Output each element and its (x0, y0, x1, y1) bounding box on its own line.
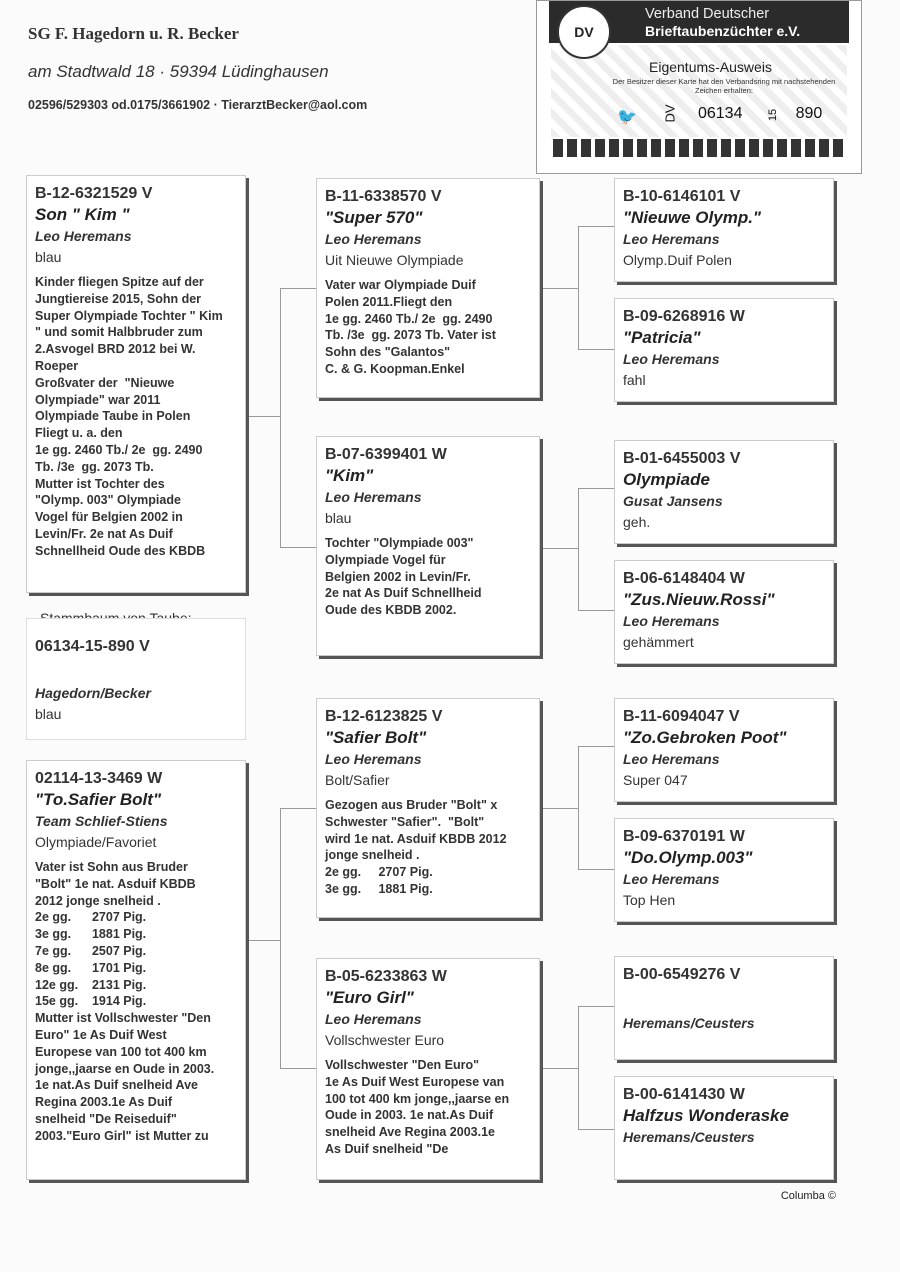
pigeon-color: geh. (623, 514, 651, 530)
ring-number: B-12-6123825 V (325, 708, 443, 725)
pigeon-name: "Kim" (325, 466, 374, 485)
pigeon-name: "Super 570" (325, 208, 423, 227)
breeder: Gusat Jansens (623, 493, 723, 509)
card-title: Eigentums-Ausweis (649, 59, 772, 75)
connector-line (578, 1006, 614, 1007)
connector-line (280, 288, 316, 289)
grandfather-maternal-box (316, 698, 540, 918)
connector-line (578, 226, 614, 227)
pigeon-name (623, 985, 825, 1007)
connector-line (280, 808, 281, 1068)
connector-line (280, 1068, 316, 1069)
breeder: Leo Heremans (35, 228, 132, 244)
grandfather-paternal-box (316, 178, 540, 398)
connector-line (280, 808, 316, 809)
breeder: Leo Heremans (623, 871, 720, 887)
pigeon-notes: Vater ist Sohn aus Bruder "Bolt" 1e nat. Asduif KBDB 2012 jonge snelheid . 2e gg. 2707 Pig. 3e gg. 1881 Pig. 7e gg. 2507 Pig. 8e gg. 1701 Pig. 12e gg. 2131 Pig. 15e gg. 1914 Pig. Mutter ist Vollschwester "Den Euro" 1e As Duif West Europese van 100 tot 400 km jonge,,jaarse en Oude in 2003. 1e nat.As Duif snelheid Ave Regina 2003.1e As Duif snelheid "De Reiseduif" 2003."Euro Girl" ist Mutter zu (35, 860, 215, 1143)
dv-logo-icon: DV (557, 5, 611, 59)
pigeon-color: gehämmert (623, 634, 694, 650)
pigeon-notes: Tochter "Olympiade 003" Olympiade Vogel für Belgien 2002 in Levin/Fr. 2e nat As Duif Schnellheid Oude des KBDB 2002. (325, 536, 482, 618)
breeder: Heremans/Ceusters (623, 1129, 755, 1145)
card-ring-year: 15 (767, 108, 780, 122)
ring-number: B-07-6399401 W (325, 446, 447, 463)
ring-number: B-11-6094047 V (623, 708, 740, 725)
ring-number: 02114-13-3469 W (35, 770, 163, 787)
ring-number: B-10-6146101 V (623, 188, 741, 205)
ring-number: B-00-6549276 V (623, 966, 741, 983)
breeder-contact: 02596/529303 od.0175/3661902 · TierarztBecker@aol.com (28, 98, 368, 112)
breeder: Leo Heremans (325, 489, 422, 505)
ownership-card (536, 0, 862, 174)
connector-line (280, 288, 281, 548)
pigeon-name: "Do.Olymp.003" (623, 848, 753, 867)
pigeon-notes: Gezogen aus Bruder "Bolt" x Schwester "Safier". "Bolt" wird 1e nat. Asduif KBDB 2012 jonge snelheid . 2e gg. 2707 Pig. 3e gg. 1881 Pig. (325, 798, 507, 896)
pigeon-name: "Zus.Nieuw.Rossi" (623, 590, 775, 609)
mother-box (26, 760, 246, 1180)
connector-line (578, 1006, 579, 1130)
card-ring-id (615, 105, 842, 123)
pigeon-color: blau (325, 510, 352, 526)
ring-number: B-09-6370191 W (623, 828, 745, 845)
breeder: Leo Heremans (623, 351, 720, 367)
ring-number: B-00-6141430 W (623, 1086, 745, 1103)
pigeon-notes: Vater war Olympiade Duif Polen 2011.Fliegt den 1e gg. 2460 Tb./ 2e gg. 2490 Tb. /3e gg. 2073 Tb. Vater ist Sohn des "Galantos" C. & G. Koopman.Enkel (325, 278, 496, 376)
subject-box (26, 618, 246, 740)
pigeon-name: Halfzus Wonderaske (623, 1106, 789, 1125)
connector-line (578, 488, 579, 610)
breeder: Team Schlief-Stiens (35, 813, 168, 829)
great-grandparent-box (614, 956, 834, 1060)
great-grandparent-box (614, 178, 834, 282)
pigeon-name: "To.Safier Bolt" (35, 790, 161, 809)
pigeon-name: "Zo.Gebroken Poot" (623, 728, 787, 747)
connector-line (578, 746, 579, 870)
grandmother-paternal-box (316, 436, 540, 656)
connector-line (578, 1129, 614, 1130)
connector-line (540, 548, 578, 549)
pigeon-color: Vollschwester Euro (325, 1032, 445, 1048)
pigeon-icon: 🐦 (617, 109, 637, 126)
ring-number: B-09-6268916 W (623, 308, 745, 325)
pigeon-name: Son " Kim " (35, 205, 130, 224)
pigeon-notes: Kinder fliegen Spitze auf der Jungtiereise 2015, Sohn der Super Olympiade Tochter " Kim " und somit Halbbruder zum 2.Asvogel BRD 2012 bei W. Roeper Großvater der "Nieuwe Olympiade" war 2011 Olympiade Taube in Polen Fliegt u. a. den 1e gg. 2460 Tb./ 2e gg. 2490 Tb. /3e gg. 2073 Tb. Mutter ist Tochter des "Olymp. 003" Olympiade Vogel für Belgien 2002 in Levin/Fr. 2e nat As Duif Schnellheid Oude des KBDB (35, 275, 223, 558)
ring-number: B-05-6233863 W (325, 968, 447, 985)
breeder: Leo Heremans (325, 1011, 422, 1027)
pigeon-color: Bolt/Safier (325, 772, 390, 788)
card-description: Der Besitzer dieser Karte hat den Verbandsring mit nachstehenden Zeichen erhalten: (612, 77, 836, 95)
great-grandparent-box (614, 440, 834, 544)
great-grandparent-box (614, 1076, 834, 1180)
connector-line (578, 488, 614, 489)
connector-line (280, 547, 316, 548)
grandmother-maternal-box (316, 958, 540, 1180)
connector-line (540, 808, 578, 809)
great-grandparent-box (614, 560, 834, 664)
subject-ring: 06134-15-890 V (35, 638, 150, 655)
great-grandparent-box (614, 818, 834, 922)
breeder: Leo Heremans (325, 751, 422, 767)
pigeon-color: Olympiade/Favoriet (35, 834, 157, 850)
great-grandparent-box (614, 298, 834, 402)
connector-line (578, 226, 579, 350)
pigeon-name: "Nieuwe Olymp." (623, 208, 761, 227)
breeder: Leo Heremans (623, 231, 720, 247)
pigeon-name: "Euro Girl" (325, 988, 414, 1007)
connector-line (540, 1068, 578, 1069)
breeder-address: am Stadtwald 18 · 59394 Lüdinghausen (28, 62, 329, 81)
card-ring-serial: 890 (795, 105, 823, 122)
pigeon-color: Super 047 (623, 772, 688, 788)
pigeon-notes: Vollschwester "Den Euro" 1e As Duif West Europese van 100 tot 400 km jonge,,jaarse en Oude in 2003. 1e nat.As Duif snelheid Ave Regina 2003.1e As Duif snelheid "De (325, 1058, 510, 1156)
pigeon-name: "Patricia" (623, 328, 701, 347)
connector-line (578, 349, 614, 350)
pigeon-color: Uit Nieuwe Olympiade (325, 252, 464, 268)
subject-color: blau (35, 706, 62, 722)
ring-number: B-12-6321529 V (35, 185, 153, 202)
breeder-name: SG F. Hagedorn u. R. Becker (28, 24, 239, 43)
connector-line (540, 288, 578, 289)
pigeon-color: blau (35, 249, 62, 265)
card-org-line2: Brieftaubenzüchter e.V. (645, 23, 801, 39)
pigeon-name: "Safier Bolt" (325, 728, 427, 747)
breeder: Leo Heremans (623, 613, 720, 629)
pigeon-name: Olympiade (623, 470, 710, 489)
ring-number: B-06-6148404 W (623, 570, 745, 587)
card-border-pattern (553, 139, 845, 157)
card-ring-prefix: DV (662, 104, 678, 123)
ring-number: B-11-6338570 V (325, 188, 442, 205)
card-ring-number: 06134 (697, 105, 743, 122)
connector-line (578, 869, 614, 870)
connector-line (578, 746, 614, 747)
breeder: Heremans/Ceusters (623, 1015, 755, 1031)
pigeon-color: fahl (623, 372, 646, 388)
ring-number: B-01-6455003 V (623, 450, 741, 467)
great-grandparent-box (614, 698, 834, 802)
pigeon-color: Top Hen (623, 892, 676, 908)
pigeon-color: Olymp.Duif Polen (623, 252, 732, 268)
connector-line (246, 940, 280, 941)
breeder: Leo Heremans (325, 231, 422, 247)
father-box (26, 175, 246, 593)
footer-credit: Columba © (780, 1190, 836, 1202)
breeder: Leo Heremans (623, 751, 720, 767)
card-org-line1: Verband Deutscher (645, 6, 770, 22)
connector-line (246, 416, 280, 417)
subject-breeder: Hagedorn/Becker (35, 685, 151, 701)
connector-line (578, 610, 614, 611)
